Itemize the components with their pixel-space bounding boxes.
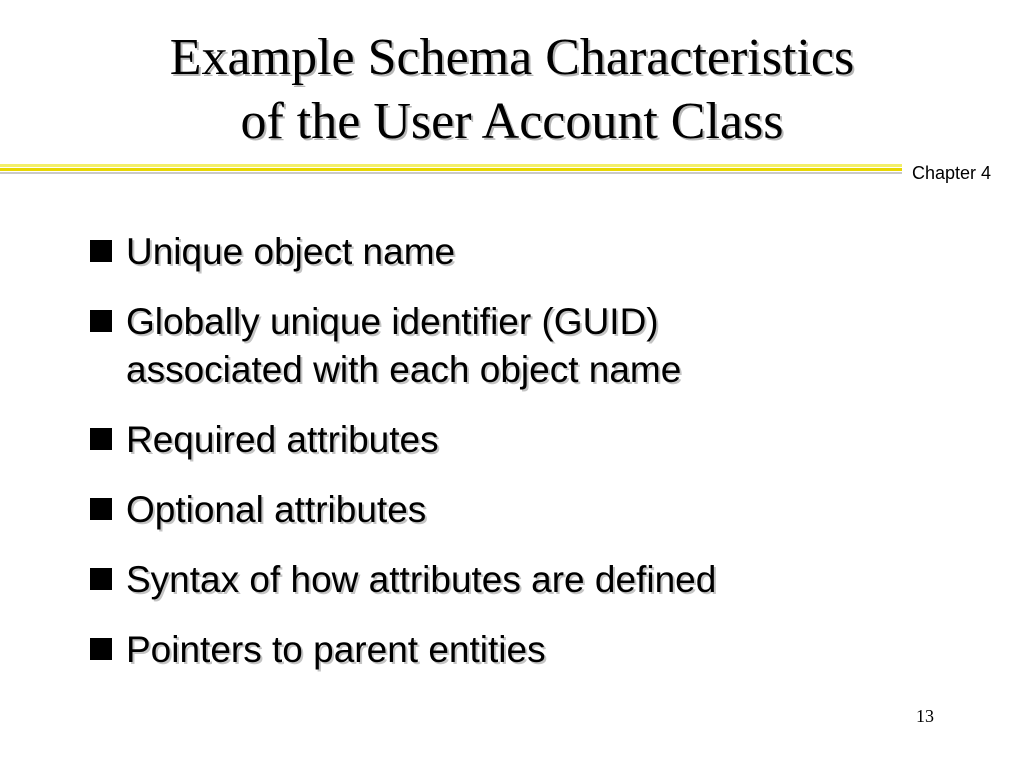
square-bullet-icon xyxy=(90,310,112,332)
chapter-label: Chapter 4 xyxy=(912,163,992,183)
bullet-text: Syntax of how attributes are defined xyxy=(126,559,717,600)
bullet-text: Unique object name xyxy=(126,231,456,272)
title-divider xyxy=(0,164,902,178)
bullet-item xyxy=(90,416,970,464)
page-number: 13 xyxy=(916,706,934,726)
bullet-item xyxy=(90,486,970,534)
divider-line-light xyxy=(0,164,902,167)
square-bullet-icon xyxy=(90,568,112,590)
bullet-text: Pointers to parent entities xyxy=(126,629,546,670)
bullet-item xyxy=(90,626,970,674)
bullet-text: Optional attributes xyxy=(126,489,427,530)
bullet-item xyxy=(90,556,970,604)
bullet-text: Globally unique identifier (GUID) associated with each object name xyxy=(126,301,682,390)
divider-line-dark xyxy=(0,168,902,171)
square-bullet-icon xyxy=(90,428,112,450)
square-bullet-icon xyxy=(90,638,112,660)
slide-title xyxy=(0,26,1024,154)
bullet-list xyxy=(90,228,970,696)
title-line-2: of the User Account Class xyxy=(240,93,784,150)
bullet-text: Required attributes xyxy=(126,419,439,460)
square-bullet-icon xyxy=(90,240,112,262)
square-bullet-icon xyxy=(90,498,112,520)
divider-line-shadow xyxy=(0,172,902,174)
bullet-item xyxy=(90,228,970,276)
title-line-1: Example Schema Characteristics xyxy=(169,29,855,86)
bullet-item xyxy=(90,298,970,394)
